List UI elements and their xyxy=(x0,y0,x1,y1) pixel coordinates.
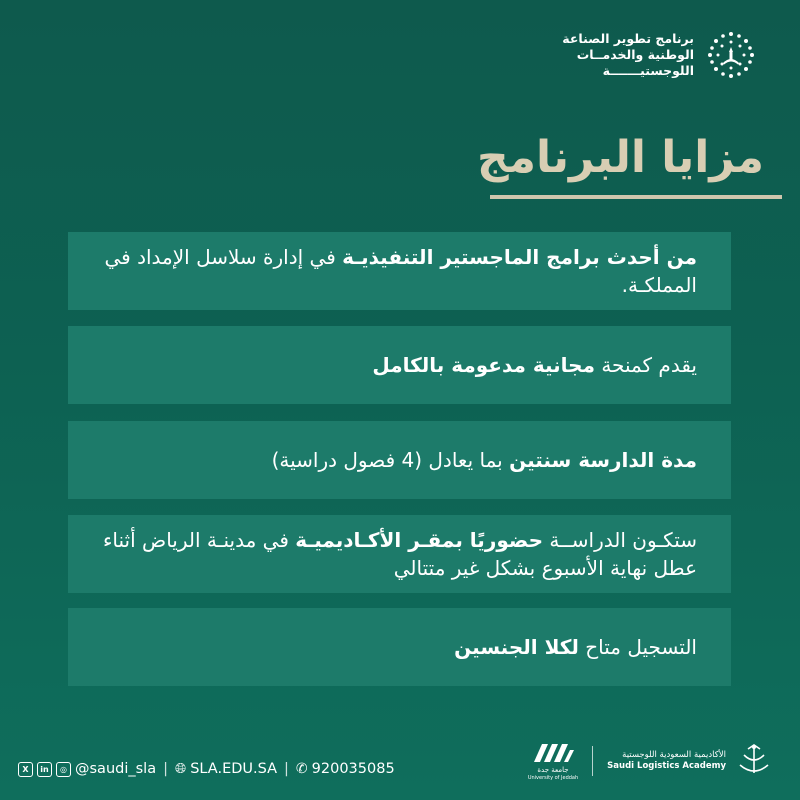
uj-name-en: University of Jeddah xyxy=(527,775,579,781)
feature-card-2 xyxy=(68,326,731,404)
globe-icon: 🌐︎ xyxy=(174,761,187,777)
social-handle[interactable]: @saudi_sla xyxy=(75,761,157,777)
divider: | xyxy=(284,761,289,777)
feature-plain: في مدينـة الرياض أثناء عطل نهاية الأسبوع بشكل غير متتالي xyxy=(103,528,697,580)
feature-bold: حضوريًا بمقـر الأكـاديميـة xyxy=(295,528,543,552)
feature-card-3 xyxy=(68,421,731,499)
feature-plain: في إدارة سلاسل الإمداد في المملكـة. xyxy=(104,245,697,297)
website-link[interactable]: SLA.EDU.SA xyxy=(190,761,278,777)
phone-number[interactable]: 920035085 xyxy=(311,761,395,777)
emblem-icon xyxy=(706,30,756,80)
feature-text xyxy=(94,243,697,299)
feature-bold: لكلا الجنسين xyxy=(454,635,579,659)
feature-text xyxy=(94,446,697,474)
feature-bold: مدة الدارسة سنتين xyxy=(509,448,697,472)
linkedin-icon[interactable]: in xyxy=(37,762,52,777)
footer-contact xyxy=(18,761,395,777)
phone-icon: ✆ xyxy=(295,761,308,777)
title-underline xyxy=(490,195,782,199)
footer-logos xyxy=(528,740,774,782)
logo-line-3: اللوجستيـــــــة xyxy=(602,63,694,78)
feature-text xyxy=(94,351,697,379)
feature-plain: بما يعادل (4 فصول دراسية) xyxy=(271,448,510,472)
feature-text xyxy=(94,633,697,661)
feature-card-1 xyxy=(68,232,731,310)
x-icon[interactable]: X xyxy=(18,762,33,777)
sla-name-en: Saudi Logistics Academy xyxy=(607,761,726,771)
feature-plain: ستكـون الدراســة xyxy=(543,528,697,552)
divider: | xyxy=(163,761,168,777)
uj-logo-icon xyxy=(530,740,576,766)
feature-bold: مجانية مدعومة بالكامل xyxy=(372,353,595,377)
uj-name-ar: جامعة جدة xyxy=(537,766,569,774)
feature-plain: يقدم كمنحة xyxy=(594,353,697,377)
program-logo xyxy=(562,30,756,80)
instagram-icon[interactable]: ◎ xyxy=(56,762,71,777)
logo-line-1: برنامج تطوير الصناعة xyxy=(562,31,694,46)
feature-plain: التسجيل متاح xyxy=(578,635,697,659)
logo-divider xyxy=(592,746,593,776)
logo-line-2: الوطنية والخدمــات xyxy=(576,47,694,62)
page-title: مزايا البرنامج xyxy=(477,132,764,183)
feature-card-4 xyxy=(68,515,731,593)
feature-card-5 xyxy=(68,608,731,686)
sla-logo xyxy=(607,741,774,781)
uj-logo xyxy=(528,740,578,782)
feature-text xyxy=(94,526,697,582)
sla-logo-icon xyxy=(734,741,774,781)
feature-bold: من أحدث برامج الماجستير التنفيذيـة xyxy=(342,245,697,269)
sla-name-ar: الأكاديمية السعودية اللوجستية xyxy=(622,750,726,760)
